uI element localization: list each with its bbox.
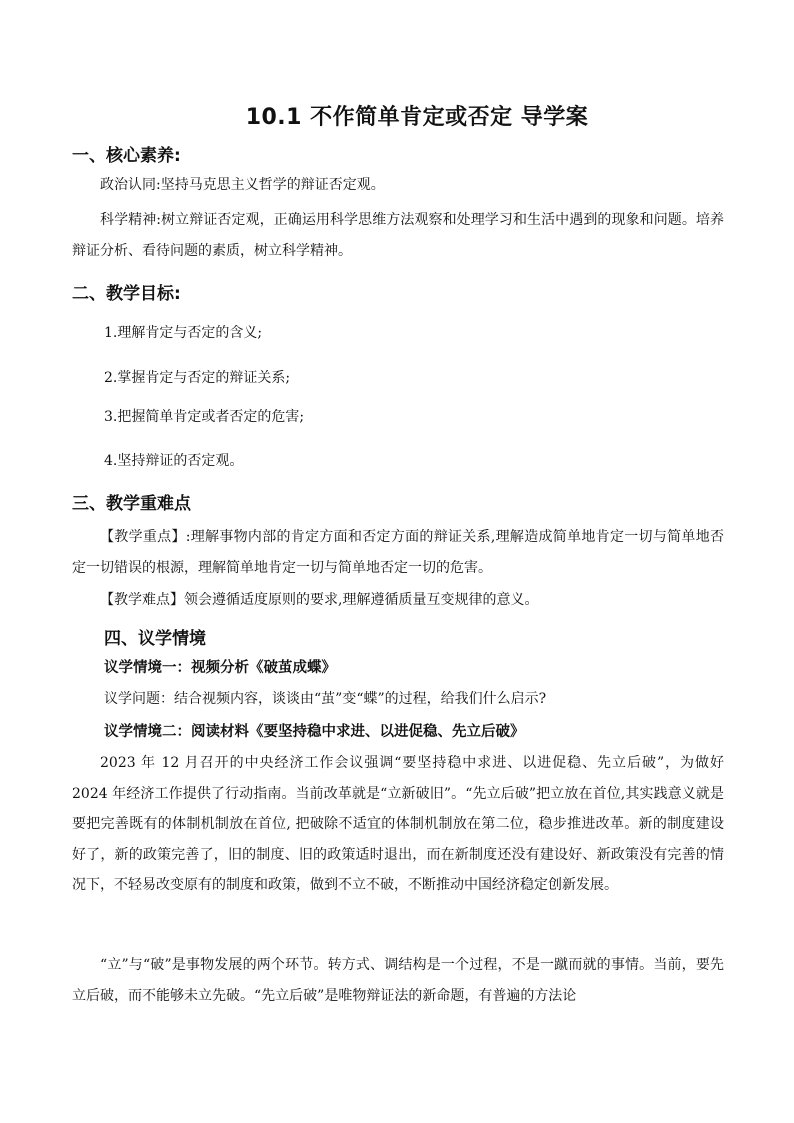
goal-item-2: 2.掌握肯定与否定的辩证关系; [104,370,291,386]
paragraph-political-identity: 政治认同:坚持马克思主义哲学的辩证否定观。 [100,177,385,193]
scenario-question: 议学问题：结合视频内容，谈谈由“茧”变“蝶”的过程，给我们什么启示? [104,691,547,707]
goal-item-4: 4.坚持辩证的否定观。 [104,453,244,469]
scenario-1-title: 议学情境一：视频分析《破茧成蝶》 [104,660,336,676]
paragraph-key-point [72,522,724,583]
key-point-label: 【教学重点】 [100,529,186,545]
heading-core-literacy: 一、核心素养: [72,146,181,166]
difficult-point-text: 领会遵循适度原则的要求,理解遵循质量互变规律的意义。 [184,592,539,608]
key-point-text: :理解事物内部的肯定方面和否定方面的辩证关系,理解造成简单地肯定一切与简单地否定一切错误的根源，理解简单地肯定一切与简单地否定一切的危害。 [72,529,724,576]
difficult-point-label: 【教学难点】 [100,592,184,608]
paragraph-difficult-point [72,585,724,616]
reading-paragraph-1: 2023 年 12 月召开的中央经济工作会议强调“要坚持稳中求进、以进促稳、先立后破”，为做好 2024 年经济工作提供了行动指南。当前改革就是“立新破旧”。“先立后破”把立放在首位,其实践意义就是要把完善既有的体制机制放在首位, 把破除不适宜的体制机制放在第二位，稳步推进改革。新的制度建设好了，新的政策完善了，旧的制度、旧的政策适时退出，而在新制度还没有建设好、新政策没有完善的情况下，不轻易改变原有的制度和政策，做到不立不破，不断推动中国经济稳定创新发展。 [72,755,724,893]
document-title: 10.1 不作简单肯定或否定 导学案 [245,105,589,130]
goal-item-3: 3.把握简单肯定或者否定的危害; [104,409,305,425]
reading-paragraph-2: “立”与“破”是事物发展的两个环节。转方式、调结构是一个过程，不是一蹴而就的事情。当前，要先立后破，而不能够未立先破。“先立后破”是唯物辩证法的新命题，有普遍的方法论 [72,957,724,1004]
heading-learning-scenarios: 四、议学情境 [104,629,206,649]
heading-key-difficult-points: 三、教学重难点 [72,494,191,514]
goal-item-1: 1.理解肯定与否定的含义; [104,325,263,341]
scenario-2-title: 议学情境二：阅读材料《要坚持稳中求进、以进促稳、先立后破》 [104,724,525,740]
heading-teaching-goals: 二、教学目标: [72,284,181,304]
paragraph-scientific-spirit: 科学精神:树立辩证否定观，正确运用科学思维方法观察和处理学习和生活中遇到的现象和问题。培养辩证分析、看待问题的素质，树立科学精神。 [72,212,724,259]
